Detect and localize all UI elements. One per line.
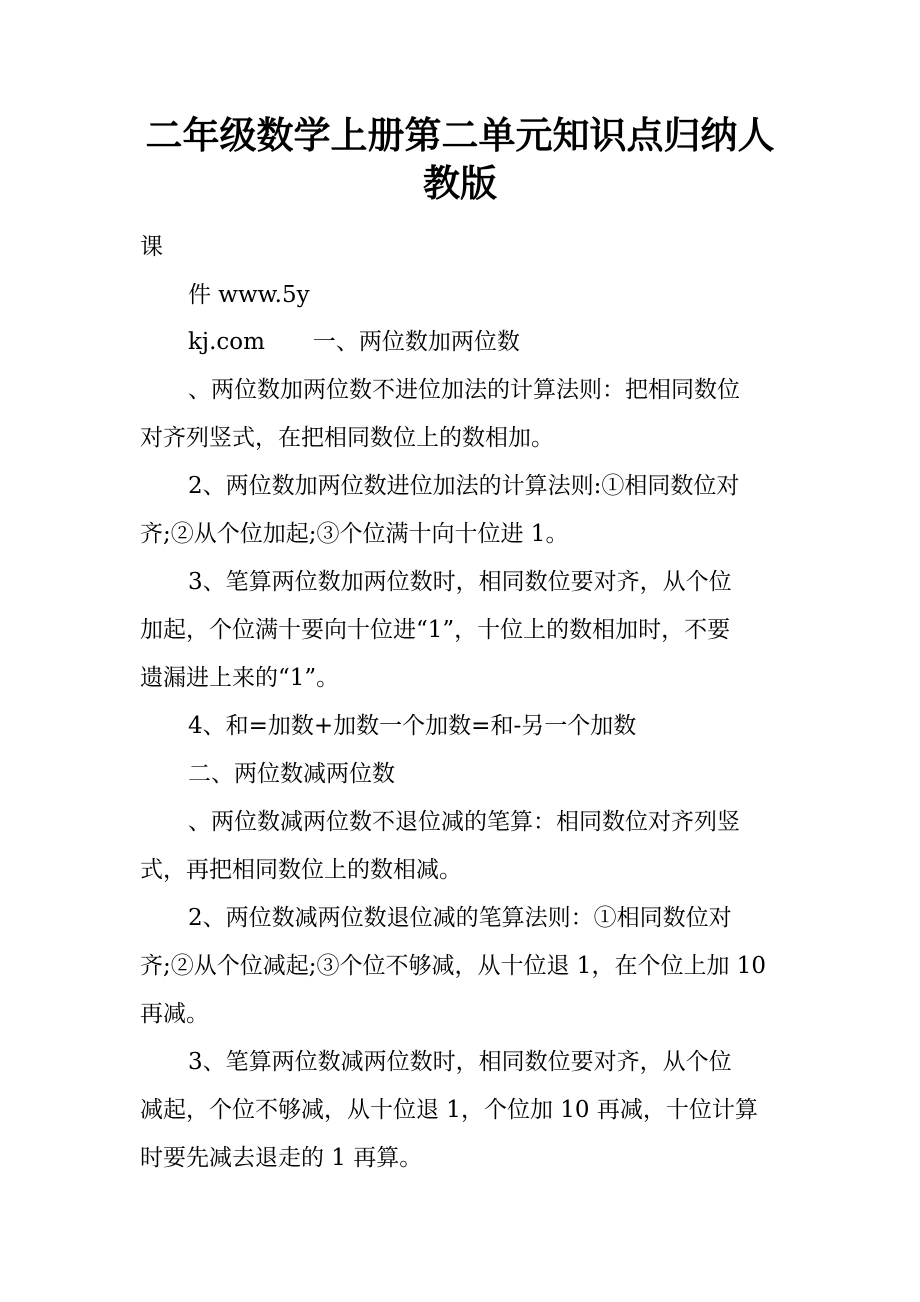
text-line: 减起，个位不够减，从十位退 1，个位加 10 再减，十位计算	[140, 1097, 758, 1123]
text-line-kj	[0, 327, 920, 357]
text-line: 加起，个位满十要向十位进“1”，十位上的数相加时，不要	[140, 617, 731, 643]
text-line: 遗漏进上来的“1”。	[140, 665, 340, 691]
text-fragment: kj.com	[188, 329, 265, 355]
text-line: 3、笔算两位数加两位数时，相同数位要对齐，从个位	[188, 569, 732, 595]
text-line: 再减。	[140, 1001, 209, 1027]
text-line: 齐;②从个位加起;③个位满十向十位进 1。	[140, 521, 569, 547]
text-line: 4、和=加数+加数一个加数=和-另一个加数	[188, 713, 637, 739]
text-line: 时要先减去退走的 1 再算。	[140, 1145, 423, 1171]
text-line: 、两位数减两位数不退位减的笔算：相同数位对齐列竖	[188, 809, 740, 835]
section-heading-2: 二、两位数减两位数	[188, 761, 395, 787]
title-line-2: 教版	[423, 162, 497, 205]
title-line-1: 二年级数学上册第二单元知识点归纳人	[145, 114, 775, 157]
text-line: 3、笔算两位数减两位数时，相同数位要对齐，从个位	[188, 1049, 732, 1075]
text-line: 对齐列竖式，在把相同数位上的数相加。	[140, 425, 554, 451]
text-line: 件 www.5y	[188, 282, 310, 308]
text-line: 式，再把相同数位上的数相减。	[140, 857, 462, 883]
section-heading-1: 一、两位数加两位数	[312, 329, 520, 355]
text-line: 2、两位数加两位数进位加法的计算法则:①相同数位对	[188, 473, 740, 499]
text-line: 课	[140, 234, 163, 260]
text-line: 2、两位数减两位数退位减的笔算法则：①相同数位对	[188, 905, 732, 931]
text-line: 齐;②从个位减起;③个位不够减，从十位退 1，在个位上加 10	[140, 953, 767, 979]
text-line: 、两位数加两位数不进位加法的计算法则：把相同数位	[188, 377, 740, 403]
